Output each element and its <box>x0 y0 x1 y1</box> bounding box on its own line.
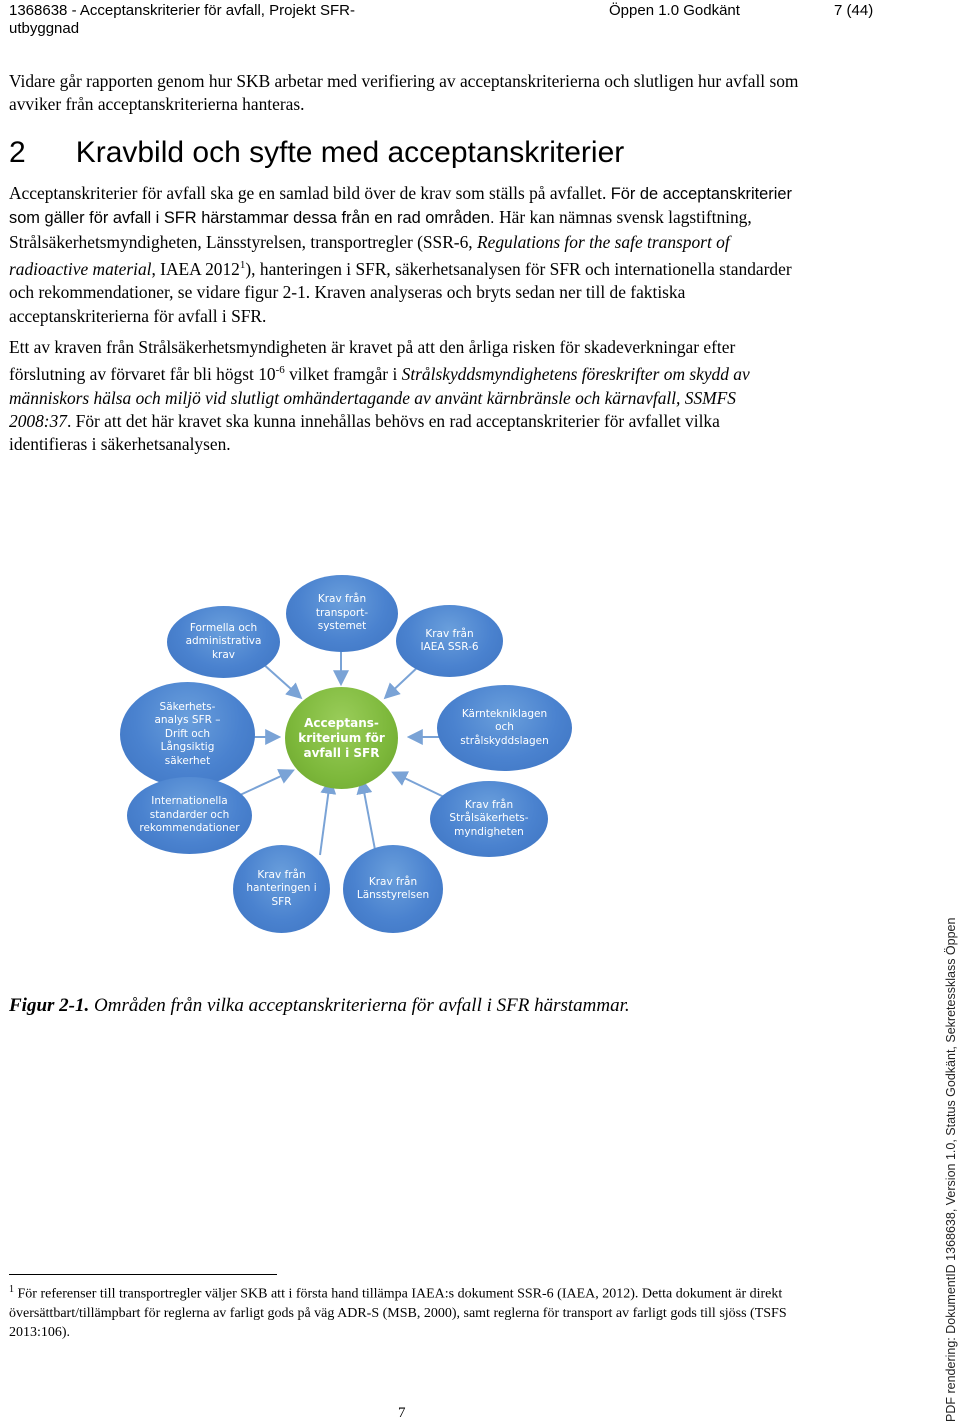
node-acceptanskriterium: Acceptans- kriterium för avfall i SFR <box>285 687 398 789</box>
document-status: Öppen 1.0 Godkänt <box>609 2 740 19</box>
page-count: 7 (44) <box>834 2 874 19</box>
section-number: 2 <box>9 136 26 169</box>
footnote-ref: 1 <box>239 259 246 272</box>
figure-caption: Figur 2-1. Områden från vilka acceptanskriterierna för avfall i SFR härstammar. <box>9 995 630 1016</box>
document-title: 1368638 - Acceptanskriterier för avfall, Projekt SFR- utbyggnad <box>9 2 355 37</box>
arrow-iaea <box>386 665 420 697</box>
node-hanteringen: Krav från hanteringen i SFR <box>233 845 330 933</box>
body-paragraph-1: Acceptanskriterier för avfall ska ge en samlad bild över de krav som ställs på avfallet. För de acceptanskriterier som gäller för avfall i SFR härstammar dessa från en rad områden. Här kan nämnas svensk lagstiftning, Strålsäkerhetsmyndigheten, Länsstyrelsen, transportregler (SSR-6, Regulations for the safe transport of radioactive material, IAEA 2012$^1$), hanteringen i SFR, säkerhetsanalysen för SFR och internationella standarder och rekommendationer, se vidare figur 2-1. Kraven analyseras och bryts sedan ner till de faktiska acceptanskriterierna för avfall i SFR. <box>9 183 792 326</box>
node-ssm: Krav från Strålsäkerhets- myndigheten <box>430 781 548 857</box>
section-heading <box>9 135 624 171</box>
arrow-ssm <box>394 773 444 797</box>
node-formella-krav: Formella och administrativa krav <box>167 606 280 678</box>
node-sakerhetsanalys: Säkerhets- analys SFR – Drift och Långsiktig säkerhet <box>120 682 255 787</box>
node-lansstyrelsen: Krav från Länsstyrelsen <box>343 845 443 933</box>
page-number: 7 <box>398 1405 406 1421</box>
figure-diagram <box>0 555 940 955</box>
side-rendering-note: PDF rendering: DokumentID 1368638, Version 1.0, Status Godkänt, Sekretessklass Öppen <box>944 917 958 1422</box>
node-karntekniklagen: Kärntekniklagen och strålskyddslagen <box>437 685 572 771</box>
arrow-hantering <box>320 781 330 855</box>
node-internationella: Internationella standarder och rekommendationer <box>127 777 252 854</box>
node-iaea: Krav från IAEA SSR-6 <box>396 605 503 677</box>
footnote-separator <box>9 1274 277 1275</box>
node-transport: Krav från transport- systemet <box>286 575 398 652</box>
arrow-internationella <box>240 771 292 795</box>
footnote: $^1$ För referenser till transportregler väljer SKB att i första hand tillämpa IAEA:s dokument SSR-6 (IAEA, 2012). Detta dokument är direkt översättbart/tillämpbart för reglerna av farligt gods på väg ADR-S (MSB, 2000), samt reglerna för transport av farligt gods till sjöss (TSFS 2013:106). <box>9 1284 787 1340</box>
body-paragraph-2: Ett av kraven från Strålsäkerhetsmyndigheten är kravet på att den årliga risken för skadeverkningar efter förslutning av förvaret får bli högst $10^{-6}$ vilket framgår i Strålskyddsmyndighetens föreskrifter om skydd av människors hälsa och miljö vid slutligt omhändertagande av använt kärnbränsle och kärnavfall, SSMFS 2008:37. För att det här kravet ska kunna innehållas behövs en rad acceptanskriterier för avfallet vilka identifieras i säkerhetsanalysen. <box>9 337 750 455</box>
arrow-lansstyrelsen <box>362 781 376 855</box>
section-title: Kravbild och syfte med acceptanskriterier <box>75 136 625 169</box>
intro-paragraph: Vidare går rapporten genom hur SKB arbetar med verifiering av acceptanskriterierna och slutligen hur avfall som avviker från acceptanskriterierna hanteras. <box>9 71 799 115</box>
arrow-formella <box>262 663 300 697</box>
